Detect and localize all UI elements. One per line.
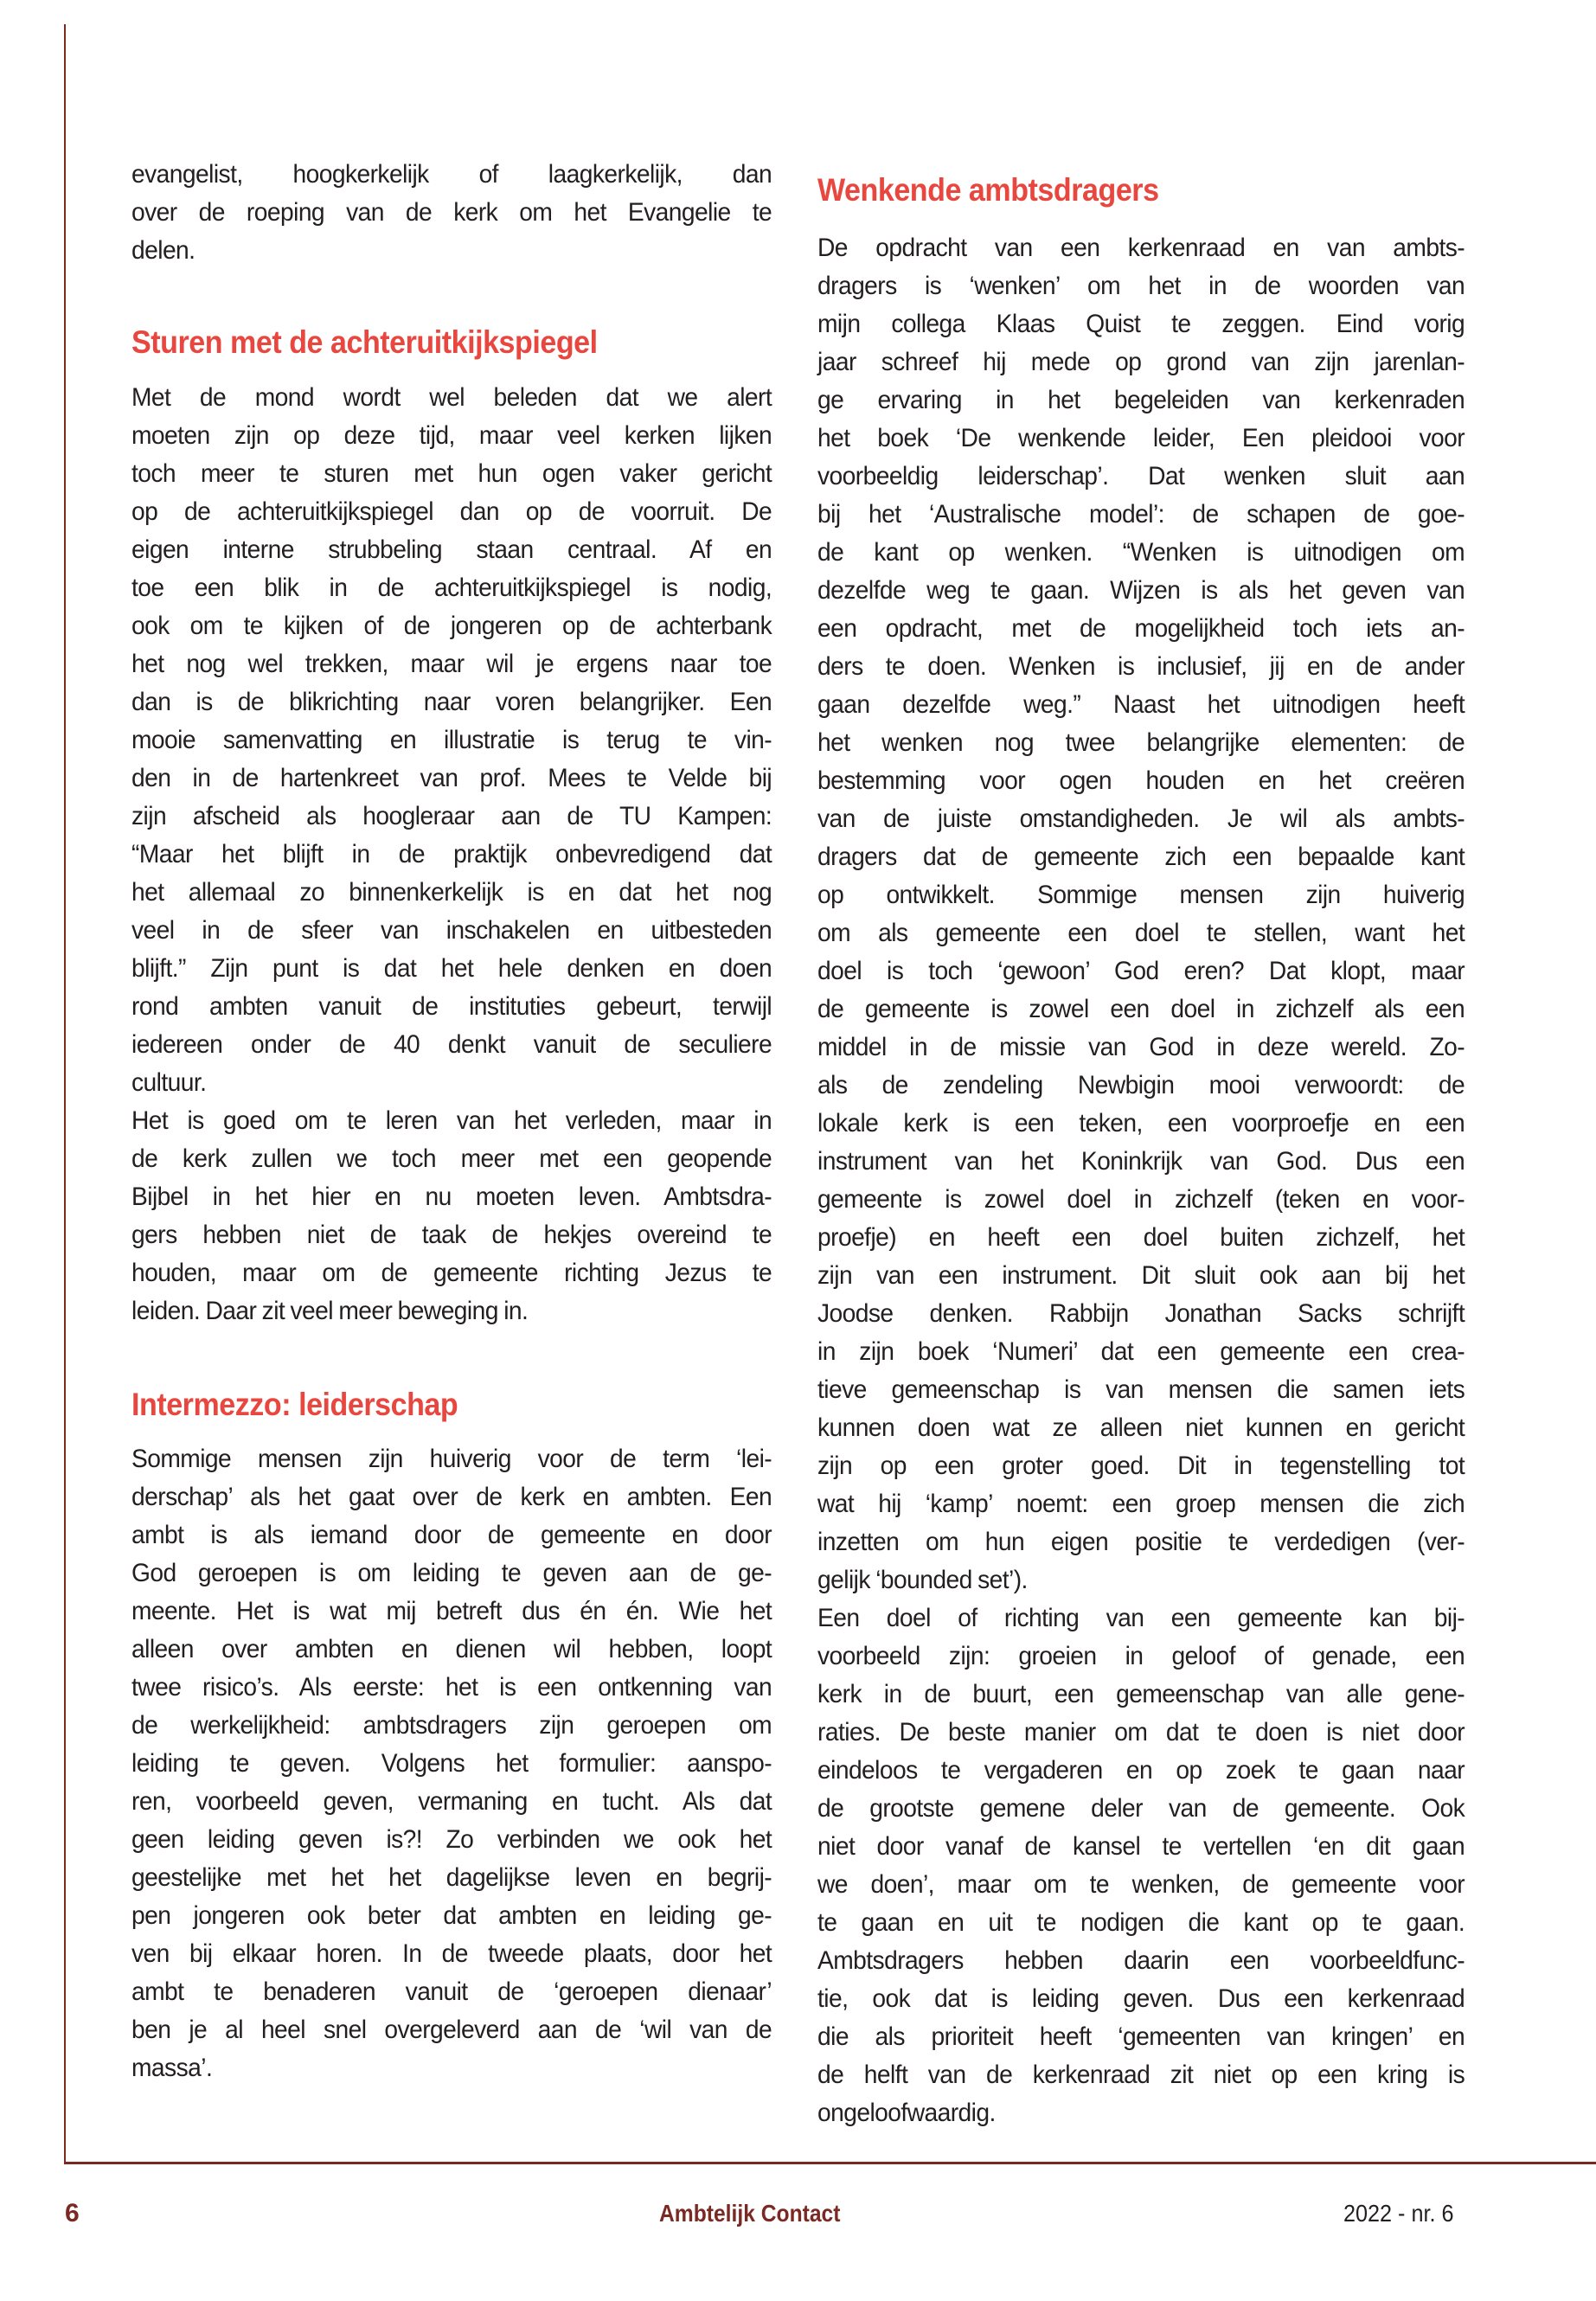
text-line: ongeloofwaardig.: [817, 2099, 996, 2127]
text-line: te gaan en uit te nodigen die kant op te gaan.: [817, 1908, 1465, 1937]
text-line: gelijk ‘bounded set’).: [817, 1566, 1028, 1594]
text-line: tie, ook dat is leiding geven. Dus een kerkenraad: [817, 1984, 1465, 2013]
publication-title: Ambtelijk Contact: [659, 2200, 841, 2227]
text-line: Het is goed om te leren van het verleden, maar in: [131, 1106, 772, 1135]
text-line: voorbeeldig leiderschap’. Dat wenken sluit aan: [817, 462, 1465, 490]
text-line: de kerk zullen we toch meer met een geopende: [131, 1144, 772, 1173]
section-body-intermezzo: [131, 1440, 772, 2087]
text-line: toch meer te sturen met hun ogen vaker gericht: [131, 459, 772, 488]
text-line: ambt is als iemand door de gemeente en door: [131, 1521, 772, 1549]
text-line: raties. De beste manier om dat te doen is niet door: [817, 1718, 1465, 1747]
text-line: geen leiding geven is?! Zo verbinden we ook het: [131, 1825, 772, 1854]
text-line: van de juiste omstandigheden. Je wil als ambts-: [817, 804, 1465, 833]
text-line: het boek ‘De wenkende leider, Een pleidooi voor: [817, 424, 1465, 452]
text-line: ambt te benaderen vanuit de ‘geroepen dienaar’: [131, 1977, 772, 2006]
text-line: ders te doen. Wenken is inclusief, jij en de ander: [817, 652, 1465, 681]
text-line: meente. Het is wat mij betreft dus én én. Wie het: [131, 1597, 772, 1625]
text-line: ven bij elkaar horen. In de tweede plaats, door het: [131, 1939, 772, 1968]
text-line: zijn op een groter goed. Dit in tegenstelling tot: [817, 1452, 1465, 1480]
text-line: rond ambten vanuit de instituties gebeurt, terwijl: [131, 992, 772, 1021]
text-line: twee risico’s. Als eerste: het is een ontkenning van: [131, 1673, 772, 1702]
text-line: Bijbel in het hier en nu moeten leven. Ambtsdra-: [131, 1183, 772, 1211]
bottom-rule: [64, 2162, 1596, 2164]
text-line: toe een blik in de achteruitkijkspiegel is nodig,: [131, 574, 772, 602]
text-line: gaan dezelfde weg.” Naast het uitnodigen heeft: [817, 690, 1465, 719]
text-line: massa’.: [131, 2054, 213, 2082]
issue-label: 2022 - nr. 6: [1343, 2200, 1454, 2227]
text-line: de grootste gemene deler van de gemeente. Ook: [817, 1794, 1465, 1823]
text-line: tieve gemeenschap is van mensen die samen iets: [817, 1375, 1465, 1404]
text-line: wat hij ‘kamp’ noemt: een groep mensen die zich: [817, 1490, 1465, 1518]
section-body-sturen: [131, 379, 772, 1330]
text-line: alleen over ambten en dienen wil hebben, loopt: [131, 1635, 772, 1663]
text-line: het nog wel trekken, maar wil je ergens naar toe: [131, 650, 772, 678]
intro-paragraph: [131, 156, 772, 270]
text-line: mijn collega Klaas Quist te zeggen. Eind vorig: [817, 310, 1465, 338]
text-line: bestemming voor ogen houden en het creëren: [817, 766, 1465, 795]
text-line: inzetten om hun eigen positie te verdedigen (ver-: [817, 1528, 1465, 1556]
text-line: bij het ‘Australische model’: de schapen de goe-: [817, 500, 1465, 529]
section-heading-sturen: Sturen met de achteruitkijkspiegel: [131, 324, 598, 360]
text-line: we doen’, maar om te wenken, de gemeente voor: [817, 1870, 1465, 1899]
text-line: instrument van het Koninkrijk van God. Dus een: [817, 1147, 1465, 1176]
text-line: die als prioriteit heeft ‘gemeenten van kringen’ en: [817, 2022, 1465, 2051]
text-line: pen jongeren ook beter dat ambten en leiding ge-: [131, 1901, 772, 1930]
text-line: veel in de sfeer van inschakelen en uitbesteden: [131, 916, 772, 945]
text-line: jaar schreef hij mede op grond van zijn jarenlan-: [817, 348, 1465, 376]
text-line: houden, maar om de gemeente richting Jezus te: [131, 1259, 772, 1287]
text-line: Met de mond wordt wel beleden dat we alert: [131, 383, 772, 412]
text-line: Sommige mensen zijn huiverig voor de term ‘lei-: [131, 1445, 772, 1473]
text-line: een opdracht, met de mogelijkheid toch iets an-: [817, 614, 1465, 643]
text-line: kunnen doen wat ze alleen niet kunnen en gericht: [817, 1413, 1465, 1442]
text-line: “Maar het blijft in de praktijk onbevredigend dat: [131, 840, 772, 868]
text-line: God geroepen is om leiding te geven aan de ge-: [131, 1559, 772, 1587]
text-line: moeten zijn op deze tijd, maar veel kerken lijken: [131, 421, 772, 450]
text-line: om als gemeente een doel te stellen, want het: [817, 919, 1465, 947]
text-line: zijn van een instrument. Dit sluit ook aan bij het: [817, 1261, 1465, 1290]
text-line: doel is toch ‘gewoon’ God eren? Dat klopt, maar: [817, 957, 1465, 985]
text-line: leiden. Daar zit veel meer beweging in.: [131, 1297, 529, 1325]
section-body-wenkende: [817, 229, 1465, 2132]
text-line: eigen interne strubbeling staan centraal. Af en: [131, 535, 772, 564]
text-line: de gemeente is zowel een doel in zichzelf als een: [817, 995, 1465, 1023]
section-heading-intermezzo: Intermezzo: leiderschap: [131, 1387, 458, 1422]
text-line: eindeloos te vergaderen en op zoek te gaan naar: [817, 1756, 1465, 1785]
text-line: zijn afscheid als hoogleraar aan de TU Kampen:: [131, 802, 772, 830]
text-line: de helft van de kerkenraad zit niet op een kring is: [817, 2061, 1465, 2089]
text-line: ge ervaring in het begeleiden van kerkenraden: [817, 386, 1465, 414]
text-line: niet door vanaf de kansel te vertellen ‘en dit gaan: [817, 1832, 1465, 1861]
text-line: mooie samenvatting en illustratie is terug te vin-: [131, 726, 772, 754]
text-line: proefje) en heeft een doel buiten zichzelf, het: [817, 1223, 1465, 1252]
text-line: dragers is ‘wenken’ om het in de woorden van: [817, 272, 1465, 300]
text-line: middel in de missie van God in deze wereld. Zo-: [817, 1033, 1465, 1061]
text-line: delen.: [131, 236, 195, 265]
text-line: kerk in de buurt, een gemeenschap van alle gene-: [817, 1680, 1465, 1708]
text-line: gers hebben niet de taak de hekjes overeind te: [131, 1221, 772, 1249]
text-line: Een doel of richting van een gemeente kan bij-: [817, 1604, 1465, 1632]
text-line: de kant op wenken. “Wenken is uitnodigen om: [817, 538, 1465, 567]
text-line: De opdracht van een kerkenraad en van ambts-: [817, 234, 1465, 262]
text-line: leiding te geven. Volgens het formulier: aanspo-: [131, 1749, 772, 1778]
text-line: derschap’ als het gaat over de kerk en ambten. Een: [131, 1483, 772, 1511]
left-margin-rule: [64, 24, 66, 2163]
text-line: voorbeeld zijn: groeien in geloof of genade, een: [817, 1642, 1465, 1670]
text-line: geestelijke met het het dagelijkse leven en begrij-: [131, 1863, 772, 1892]
text-line: den in de hartenkreet van prof. Mees te Velde bij: [131, 764, 772, 792]
text-line: iedereen onder de 40 denkt vanuit de seculiere: [131, 1030, 772, 1059]
text-line: Ambtsdragers hebben daarin een voorbeeldfunc-: [817, 1946, 1465, 1975]
text-line: het wenken nog twee belangrijke elementen: de: [817, 728, 1465, 757]
text-line: dragers dat de gemeente zich een bepaalde kant: [817, 843, 1465, 871]
text-line: lokale kerk is een teken, een voorproefje en een: [817, 1109, 1465, 1138]
page-number: 6: [65, 2199, 80, 2227]
text-line: blijft.” Zijn punt is dat het hele denken en doen: [131, 954, 772, 983]
text-line: ben je al heel snel overgeleverd aan de ‘wil van de: [131, 2016, 772, 2044]
text-line: in zijn boek ‘Numeri’ dat een gemeente een crea-: [817, 1337, 1465, 1366]
text-line: het allemaal zo binnenkerkelijk is en dat het nog: [131, 878, 772, 907]
text-line: gemeente is zowel doel in zichzelf (teken en voor-: [817, 1185, 1465, 1214]
text-line: op ontwikkelt. Sommige mensen zijn huiverig: [817, 881, 1465, 909]
text-line: op de achteruitkijkspiegel dan op de voorruit. De: [131, 497, 772, 526]
text-line: de werkelijkheid: ambtsdragers zijn geroepen om: [131, 1711, 772, 1740]
text-line: dan is de blikrichting naar voren belangrijker. Een: [131, 688, 772, 716]
text-line: dezelfde weg te gaan. Wijzen is als het geven van: [817, 576, 1465, 605]
text-line: ook om te kijken of de jongeren op de achterbank: [131, 612, 772, 640]
text-line: Joodse denken. Rabbijn Jonathan Sacks schrijft: [817, 1299, 1465, 1328]
text-line: cultuur.: [131, 1068, 207, 1097]
text-line: als de zendeling Newbigin mooi verwoordt: de: [817, 1071, 1465, 1099]
text-line: evangelist, hoogkerkelijk of laagkerkelijk, dan: [131, 160, 772, 189]
text-line: ren, voorbeeld geven, vermaning en tucht. Als dat: [131, 1787, 772, 1816]
text-line: over de roeping van de kerk om het Evangelie te: [131, 198, 772, 227]
section-heading-wenkende: Wenkende ambtsdragers: [817, 172, 1159, 208]
